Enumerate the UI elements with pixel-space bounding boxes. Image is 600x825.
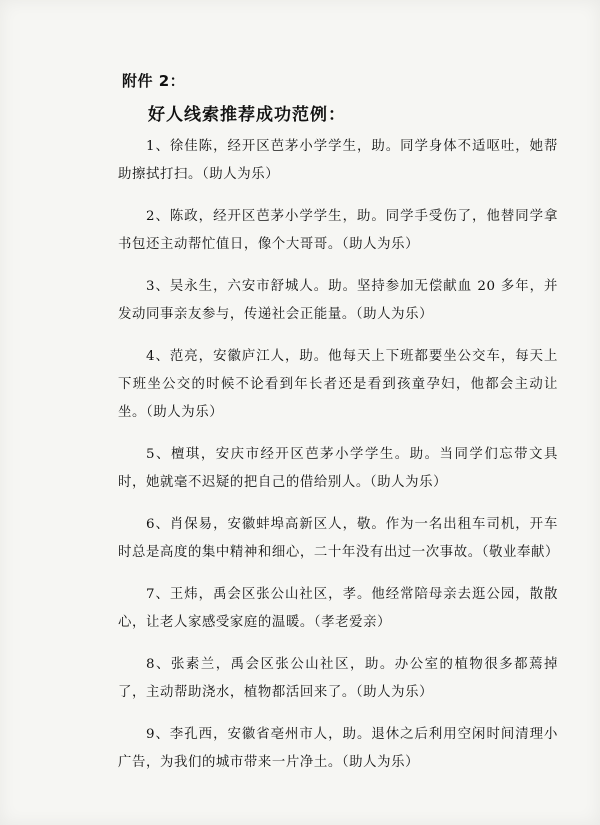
attachment-label: 附件 2： [122, 72, 186, 90]
entry-9: 9、李孔西，安徽省亳州市人，助。退休之后利用空闲时间清理小广告，为我们的城市带来一片净土。（助人为乐） [118, 727, 558, 770]
entry-1: 1、徐佳陈，经开区芭茅小学学生，助。同学身体不适呕吐，她帮助擦拭打扫。（助人为乐） [118, 139, 558, 182]
entry-4: 4、范亮，安徽庐江人，助。他每天上下班都要坐公交车，每天上下班坐公交的时候不论看到年长者还是看到孩童孕妇，他都会主动让坐。（助人为乐） [118, 349, 558, 420]
document-body [118, 133, 558, 791]
entry-6: 6、肖保易，安徽蚌埠高新区人，敬。作为一名出租车司机，开车时总是高度的集中精神和细心，二十年没有出过一次事故。（敬业奉献） [118, 517, 559, 560]
entry-3: 3、吴永生，六安市舒城人。助。坚持参加无偿献血 20 多年，并发动同事亲友参与，传递社会正能量。（助人为乐） [118, 279, 558, 322]
document-title: 好人线索推荐成功范例： [148, 105, 346, 125]
entry-8: 8、张素兰，禹会区张公山社区，助。办公室的植物很多都蔫掉了，主动帮助浇水，植物都活回来了。（助人为乐） [118, 657, 558, 700]
entry-7: 7、王炜，禹会区张公山社区，孝。他经常陪母亲去逛公园，散散心，让老人家感受家庭的温暖。（孝老爱亲） [118, 587, 558, 630]
entry-2: 2、陈政，经开区芭茅小学学生，助。同学手受伤了，他替同学拿书包还主动帮忙值日，像个大哥哥。（助人为乐） [118, 209, 558, 252]
entry-5: 5、檀琪，安庆市经开区芭茅小学学生。助。当同学们忘带文具时，她就毫不迟疑的把自己的借给别人。（助人为乐） [118, 447, 558, 490]
